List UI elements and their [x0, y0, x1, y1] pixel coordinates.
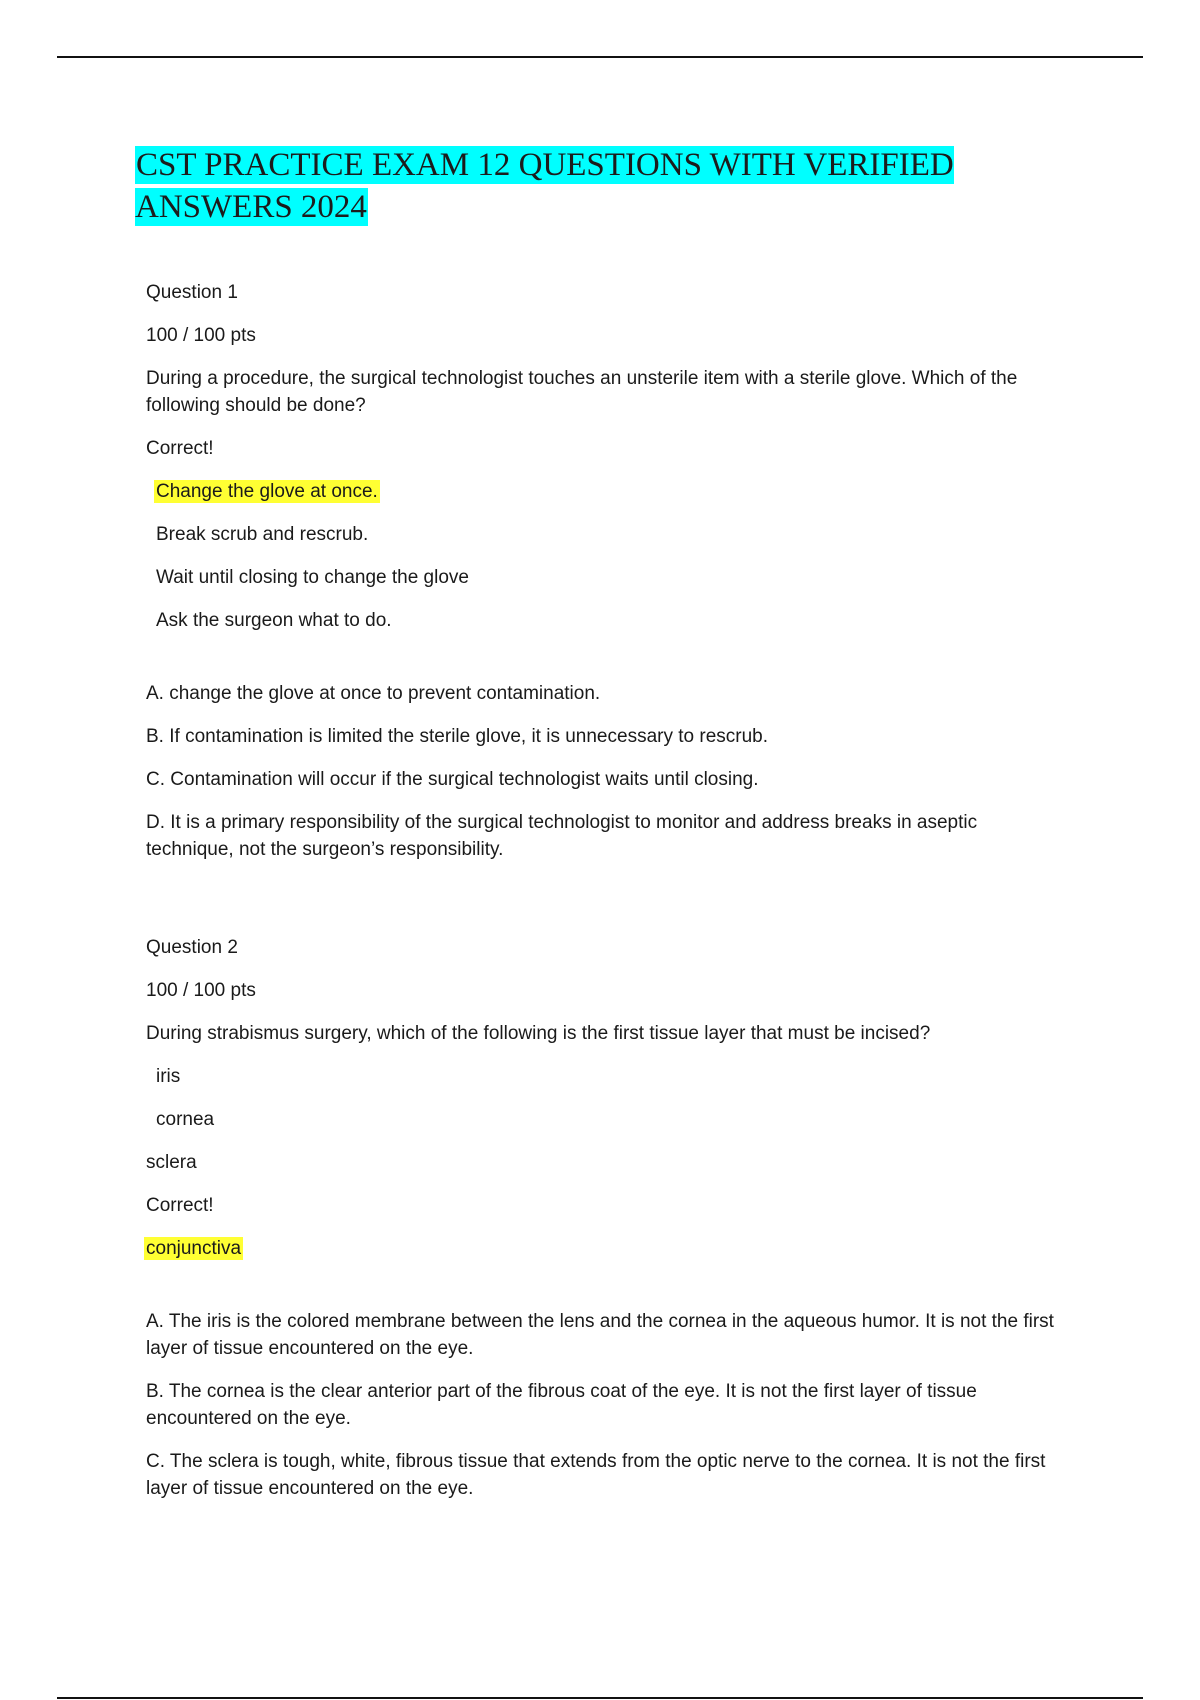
answer-highlight: conjunctiva	[146, 1238, 242, 1259]
rationale: B. If contamination is limited the sterile glove, it is unnecessary to rescrub.	[146, 726, 768, 747]
answer-option-correct	[146, 1235, 1066, 1262]
bottom-rule	[57, 1697, 1143, 1699]
document-body	[146, 279, 1066, 1518]
rationale: A. change the glove at once to prevent contamination.	[146, 683, 601, 704]
spacer	[146, 879, 1066, 934]
title-highlight: CST PRACTICE EXAM 12 QUESTIONS WITH VERIFIED ANSWERS 2024	[135, 147, 954, 225]
rationale: B. The cornea is the clear anterior part of the fibrous coat of the eye. It is not the first layer of tissue encountered on the eye.	[146, 1381, 977, 1429]
answer-option: cornea	[156, 1109, 215, 1130]
spacer	[146, 1278, 1066, 1308]
question-prompt: During strabismus surgery, which of the following is the first tissue layer that must be incised?	[146, 1023, 931, 1044]
question-points: 100 / 100 pts	[146, 325, 256, 346]
answer-option: iris	[156, 1066, 181, 1087]
rationale: A. The iris is the colored membrane between the lens and the cornea in the aqueous humor. It is not the first layer of tissue encountered on the eye.	[146, 1311, 1054, 1359]
correct-label: Correct!	[146, 438, 214, 459]
question-2	[146, 934, 1066, 1502]
question-prompt: During a procedure, the surgical technologist touches an unsterile item with a sterile glove. Which of the following should be done?	[146, 368, 1018, 416]
question-1	[146, 279, 1066, 863]
rationale: C. The sclera is tough, white, fibrous tissue that extends from the optic nerve to the cornea. It is not the first layer of tissue encountered on the eye.	[146, 1451, 1046, 1499]
question-label: Question 1	[146, 282, 238, 303]
rationale: C. Contamination will occur if the surgical technologist waits until closing.	[146, 769, 759, 790]
answer-option: Ask the surgeon what to do.	[156, 610, 392, 631]
spacer	[146, 650, 1066, 680]
question-points: 100 / 100 pts	[146, 980, 256, 1001]
answer-option: sclera	[146, 1152, 197, 1173]
answer-option: Break scrub and rescrub.	[156, 524, 369, 545]
question-label: Question 2	[146, 937, 238, 958]
top-rule	[57, 56, 1143, 58]
correct-label: Correct!	[146, 1195, 214, 1216]
answer-option-correct	[146, 478, 1066, 505]
document-title	[135, 144, 995, 228]
answer-highlight: Change the glove at once.	[156, 481, 378, 502]
answer-option: Wait until closing to change the glove	[156, 567, 469, 588]
rationale: D. It is a primary responsibility of the surgical technologist to monitor and address breaks in aseptic technique, not the surgeon’s responsibility.	[146, 812, 978, 860]
